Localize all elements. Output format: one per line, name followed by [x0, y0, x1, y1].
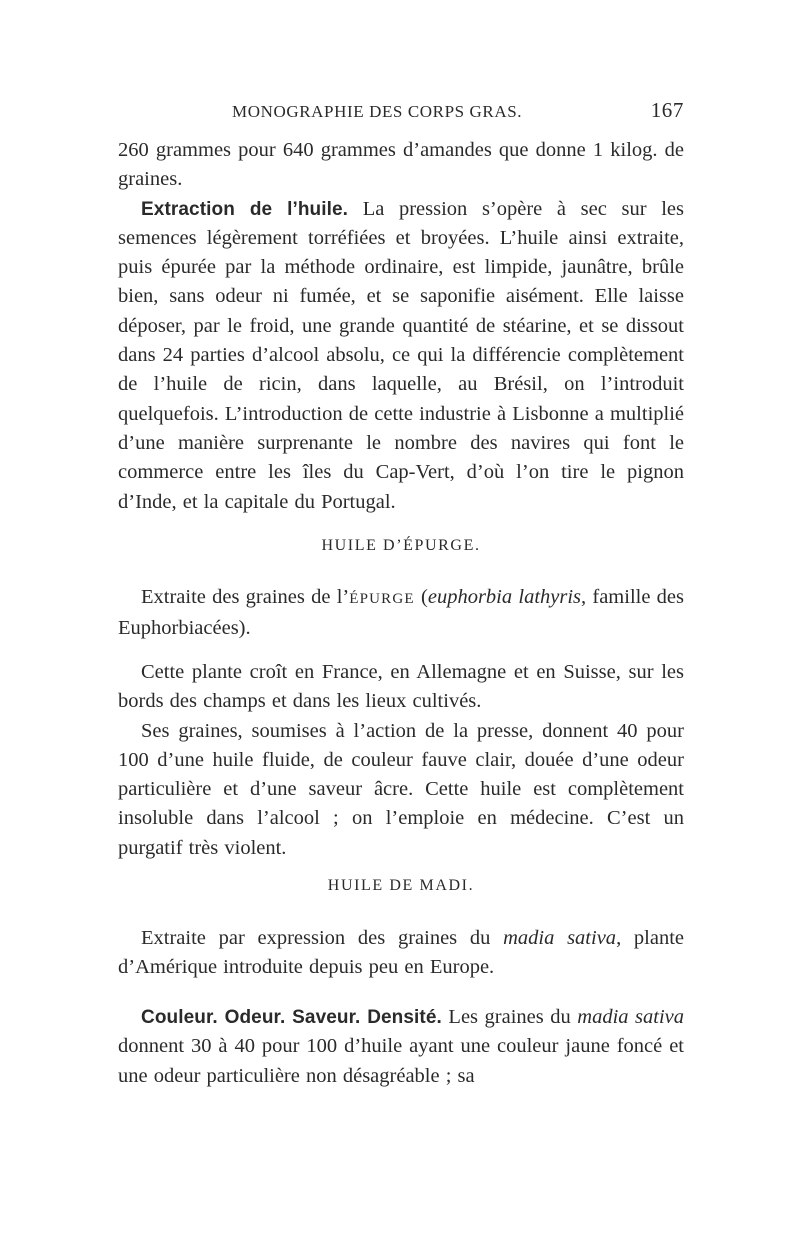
- paragraph-extraction-text: La pression s’opère à sec sur les semences légèrement torréfiées et broyées. L’huile ainsi extraite, puis épurée par la méthode ordinaire, est limpide, jaunâtre, brûle bien, sans odeur ni fumée, et se saponifie aisément. Elle laisse déposer, par le froid, une grande quantité de stéarine, et se dissout dans 24 parties d’alcool absolu, ce qui la différencie complètement de l’huile de ricin, dans laquelle, au Brésil, on l’introduit quelquefois. L’introduction de cette industrie à Lisbonne a multiplié d’une manière surprenante le nombre des navires qui font le commerce entre les îles du Cap-Vert, d’où l’on tire le pignon d’Inde, et la capitale du Portugal.: [118, 197, 684, 513]
- section-title-epurge: HUILE D’ÉPURGE.: [321, 537, 481, 554]
- text-run: Extraite des graines de l’: [141, 586, 350, 608]
- paragraph-madi-origin: [118, 924, 684, 983]
- run-in-heading-extraction: Extraction de l’huile.: [141, 198, 349, 220]
- run-in-heading-properties: Couleur. Odeur. Saveur. Densité.: [141, 1007, 442, 1028]
- paragraph-continuation: 260 grammes pour 640 grammes d’amandes que donne 1 kilog. de graines.: [118, 139, 684, 191]
- page-number: 167: [650, 98, 684, 122]
- section-epurge-body-1: [118, 583, 684, 644]
- paragraph-epurge-properties: Ses graines, soumises à l’action de la presse, donnent 40 pour 100 d’une huile fluide, de couleur fauve clair, douée d’une odeur particulière et d’une saveur âcre. Cette huile est complètement insoluble dans l’alcool ; on l’emploie en médecine. C’est un purgatif très violent.: [118, 719, 684, 859]
- open-paren: (: [414, 586, 428, 608]
- section-epurge-body-2: [118, 658, 684, 863]
- section-madi-body-2: [118, 1003, 684, 1091]
- text-run: , plante d’Amérique introduite depuis peu en Europe.: [118, 927, 685, 979]
- text-block-top: [118, 136, 684, 517]
- section-madi-body-1: [118, 924, 684, 983]
- running-header: [118, 98, 684, 130]
- paragraph-extraction: [118, 195, 684, 517]
- paragraph-epurge-habitat: Cette plante croît en France, en Allemagne et en Suisse, sur les bords des champs et dans les lieux cultivés.: [118, 661, 684, 713]
- paragraph-madi-properties: [118, 1003, 684, 1091]
- text-run: Les graines du: [441, 1006, 578, 1028]
- text-run: Extraite par expression des graines du: [141, 927, 504, 949]
- paragraph-epurge-origin: [118, 583, 684, 644]
- running-title: MONOGRAPHIE DES CORPS GRAS.: [232, 102, 523, 121]
- latin-name: euphorbia lathyris: [427, 586, 582, 608]
- text-run: donnent 30 à 40 pour 100 d’huile ayant une couleur jaune foncé et une odeur particulière non désagréable ; sa: [118, 1035, 684, 1087]
- text-run: , famille des Euphorbiacées).: [118, 586, 685, 640]
- section-title-madi: HUILE DE MADI.: [327, 877, 475, 894]
- latin-name: madia sativa: [503, 927, 617, 949]
- latin-name: madia sativa: [577, 1006, 685, 1028]
- small-caps-name: ÉPURGE: [349, 591, 415, 607]
